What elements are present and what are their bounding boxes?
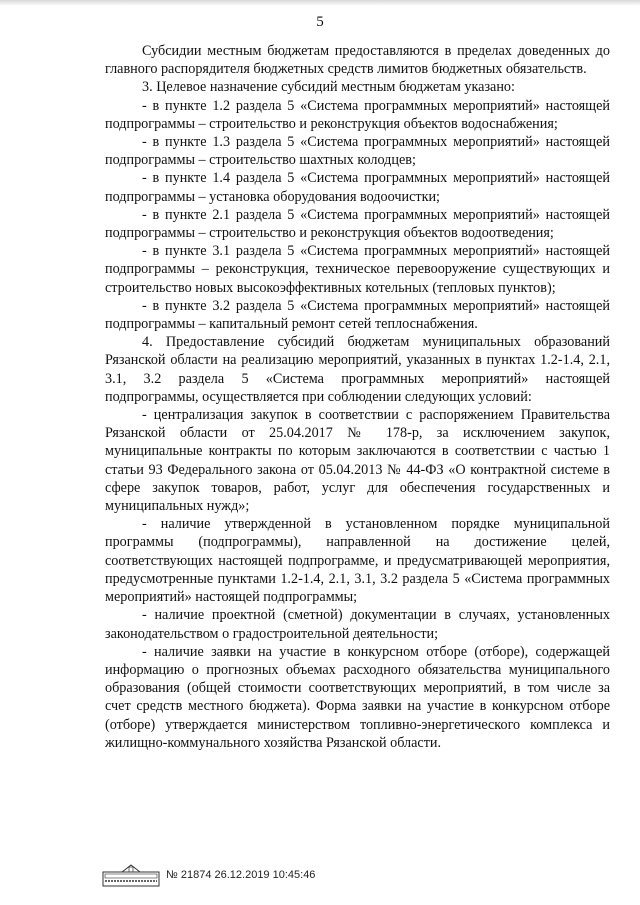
list-item: - в пункте 1.2 раздела 5 «Система программных мероприятий» настоящей подпрограммы – строительство и реконструкция объектов водоснабжения;	[105, 97, 610, 132]
page-number: 5	[316, 14, 324, 30]
list-item: - в пункте 1.4 раздела 5 «Система программных мероприятий» настоящей подпрограммы – установка оборудования водоочистки;	[105, 170, 610, 205]
paragraph: 3. Целевое назначение субсидий местным бюджетам указано:	[142, 79, 515, 96]
list-item: - централизация закупок в соответствии с распоряжением Правительства Рязанской области от 25.04.2017 № 178-р, за исключением закупок, муниципальные контракты по которым заключаются в соответствии с частью 1 статьи 93 Федерального закона от 05.04.2013 № 44-ФЗ «О контрактной системе в сфере закупок товаров, работ, услуг для обеспечения государственных и муниципальных нужд»;	[105, 407, 610, 515]
paragraph: 4. Предоставление субсидий бюджетам муниципальных образований Рязанской области на реализацию мероприятий, указанных в пунктах 1.2-1.4, 2.1, 3.1, 3.2 раздела 5 «Система программных мероприятий» настоящей подпрограммы, осуществляется при соблюдении следующих условий:	[105, 334, 610, 405]
list-item: - в пункте 1.3 раздела 5 «Система программных мероприятий» настоящей подпрограммы – строительство шахтных колодцев;	[105, 134, 610, 169]
list-item: - в пункте 2.1 раздела 5 «Система программных мероприятий» настоящей подпрограммы – строительство и реконструкция объектов водоотведения;	[105, 206, 610, 242]
document-body	[105, 42, 610, 752]
scan-edge	[0, 0, 640, 6]
registration-number: № 21874 26.12.2019 10:45:46	[166, 869, 316, 881]
list-item: - наличие утвержденной в установленном порядке муниципальной программы (подпрограммы), направленной на достижение целей, соответствующих настоящей подпрограмме, и предусматривающей мероприятия, предусмотренные пунктами 1.2-1.4, 2.1, 3.1, 3.2 раздела 5 «Система программных мероприятий» настоящей подпрограммы;	[105, 516, 610, 606]
registration-stamp-icon	[102, 863, 160, 887]
list-item: - наличие заявки на участие в конкурсном отборе (отборе), содержащей информацию о прогнозных объемах расходного обязательства муниципального образования (общей стоимости соответствующих мероприятий, в том числе за счет средств местного бюджета). Форма заявки на участие в конкурсном отборе (отборе) утверждается министерством топливно-энергетического комплекса и жилищно-коммунального хозяйства Рязанской области.	[105, 643, 610, 751]
paragraph: Субсидии местным бюджетам предоставляются в пределах доведенных до главного распорядителя бюджетных средств лимитов бюджетных обязательств.	[105, 43, 610, 78]
document-footer	[102, 863, 315, 887]
list-item: - в пункте 3.1 раздела 5 «Система программных мероприятий» настоящей подпрограммы – реконструкция, техническое перевооружение существующих и строительство новых высокоэффективных котельных (тепловых пунктов);	[105, 243, 610, 296]
list-item: - в пункте 3.2 раздела 5 «Система программных мероприятий» настоящей подпрограммы – капитальный ремонт сетей теплоснабжения.	[105, 297, 610, 333]
list-item: - наличие проектной (сметной) документации в случаях, установленных законодательством о градостроительной деятельности;	[105, 607, 610, 642]
